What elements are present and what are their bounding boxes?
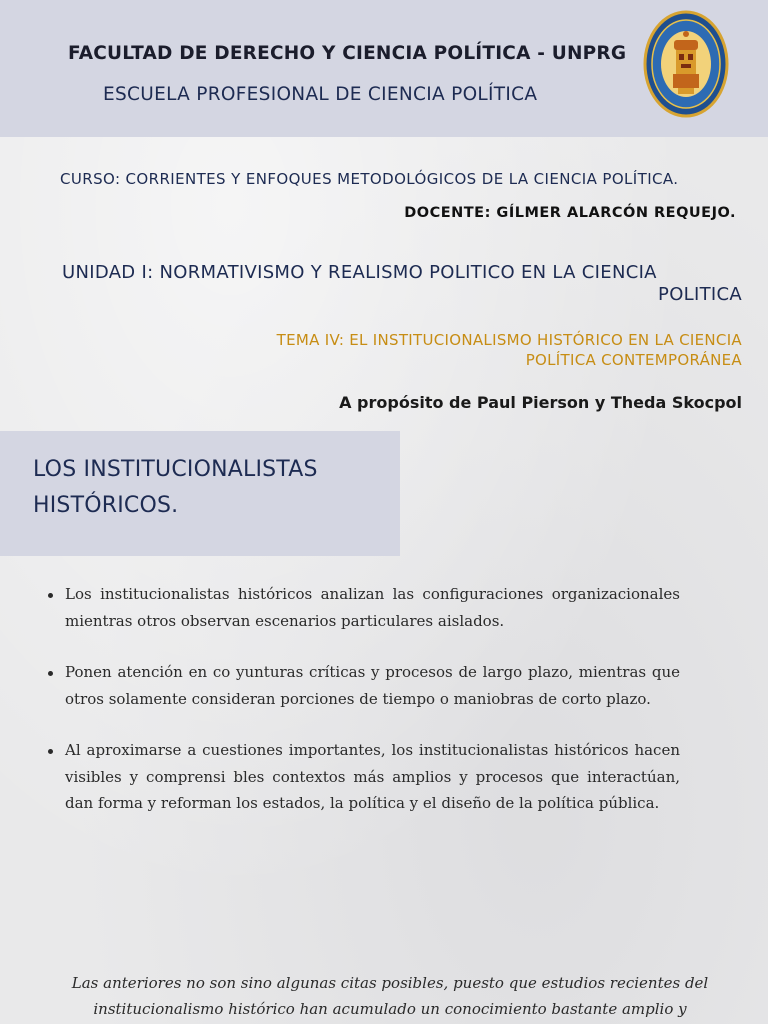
bullet-dot-icon: [48, 593, 53, 598]
list-item-text: Al aproximarse a cuestiones importantes, los institucionalistas históricos hacen visibles y comprensi bles contextos más amplios y procesos que interactúan, dan forma y reforman los estados, la política y el diseño de la política pública.: [65, 741, 680, 812]
teacher-line: DOCENTE: GÍLMER ALARCÓN REQUEJO.: [404, 205, 736, 221]
topic-heading-line1: TEMA IV: EL INSTITUCIONALISMO HISTÓRICO EN LA CIENCIA: [276, 331, 742, 349]
topic-heading-line2: POLÍTICA CONTEMPORÁNEA: [525, 351, 742, 369]
faculty-title: FACULTAD DE DERECHO Y CIENCIA POLÍTICA - UNPRG: [68, 43, 627, 64]
university-seal-icon: [643, 10, 729, 118]
topic-heading: [100, 330, 742, 370]
bullet-dot-icon: [48, 749, 53, 754]
unit-heading: [60, 262, 742, 306]
unit-heading-line2: POLITICA: [658, 284, 742, 305]
section-title-line1: LOS INSTITUCIONALISTAS: [33, 457, 318, 482]
course-line: CURSO: CORRIENTES Y ENFOQUES METODOLÓGICOS DE LA CIENCIA POLÍTICA.: [60, 170, 679, 188]
list-item-text: Los institucionalistas históricos analizan las configuraciones organizacionales mientras otros observan escenarios particulares aislados.: [65, 585, 680, 630]
section-title-line2: HISTÓRICOS.: [33, 493, 179, 518]
closing-quote: Las anteriores no son sino algunas citas posibles, puesto que estudios recientes del institucionalismo histórico han acumulado un conocimiento bastante amplio y: [71, 974, 709, 1018]
school-title: ESCUELA PROFESIONAL DE CIENCIA POLÍTICA: [103, 84, 538, 105]
purpose-line: A propósito de Paul Pierson y Theda Skocpol: [339, 393, 742, 412]
bullet-dot-icon: [48, 671, 53, 676]
section-title: [33, 452, 393, 524]
list-item-text: Ponen atención en co yunturas críticas y procesos de largo plazo, mientras que otros solamente consideran porciones de tiempo o maniobras de corto plazo.: [65, 663, 680, 708]
list-item: [48, 659, 680, 712]
list-item: [48, 737, 680, 817]
list-item: [48, 581, 680, 634]
unit-heading-line1: UNIDAD I: NORMATIVISMO Y REALISMO POLITICO EN LA CIENCIA: [62, 262, 657, 283]
bullet-list: [48, 581, 680, 842]
